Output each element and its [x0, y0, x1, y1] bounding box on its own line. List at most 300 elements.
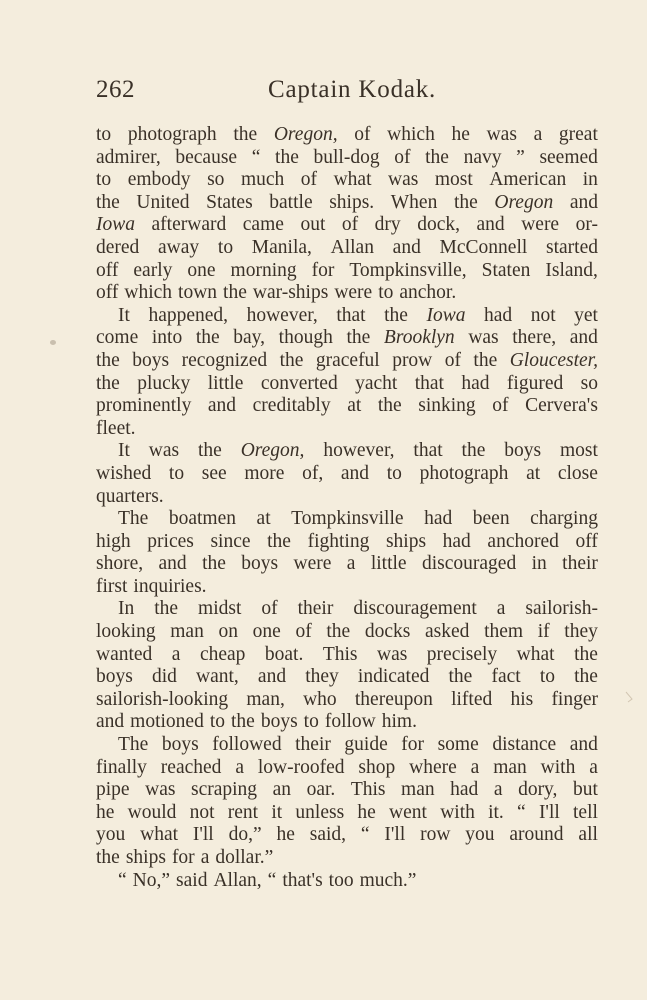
- word: off: [575, 530, 598, 552]
- word: he: [357, 801, 376, 823]
- text-line: [96, 440, 598, 463]
- text-line: [96, 418, 598, 441]
- word: I'll: [384, 824, 406, 846]
- text-line: [96, 463, 598, 486]
- word: off: [96, 282, 119, 304]
- word: “: [251, 146, 261, 168]
- word: dollar.”: [215, 847, 274, 868]
- italic-word: Oregon: [494, 191, 554, 213]
- italic-word: Iowa: [426, 304, 466, 326]
- text-line: [96, 508, 598, 531]
- word: to: [217, 236, 234, 258]
- word: was: [486, 124, 517, 145]
- word: a: [533, 124, 543, 145]
- word: said: [176, 869, 208, 891]
- word: to: [209, 711, 225, 733]
- word: he: [96, 801, 115, 823]
- word: a: [493, 779, 503, 801]
- word: converted: [260, 372, 338, 394]
- word: want,: [196, 666, 239, 688]
- text-line: [96, 169, 598, 192]
- text-line: [96, 621, 598, 644]
- word: indicated: [357, 666, 430, 688]
- word: and: [392, 236, 421, 258]
- text-line: [96, 689, 598, 712]
- word: When: [390, 191, 438, 213]
- word: boys: [161, 734, 199, 756]
- italic-word: Oregon,: [240, 440, 305, 462]
- word: the: [346, 327, 371, 349]
- word: “: [118, 869, 127, 891]
- text-line: [96, 305, 598, 328]
- word: been: [472, 508, 510, 530]
- word: sinking: [418, 395, 476, 417]
- word: man: [170, 621, 204, 643]
- word: follow: [324, 711, 376, 733]
- word: what: [333, 169, 372, 191]
- word: midst: [198, 598, 242, 620]
- italic-word: Gloucester,: [509, 349, 598, 371]
- word: so: [207, 169, 225, 191]
- text-line: [96, 214, 598, 237]
- word: United: [136, 191, 190, 213]
- word: I'll: [192, 824, 214, 846]
- word: was: [468, 327, 499, 349]
- word: the: [96, 349, 120, 371]
- word: there,: [512, 327, 557, 349]
- word: discouragement: [353, 598, 477, 620]
- word: Tompkinsville,: [349, 259, 467, 281]
- word: and: [569, 734, 598, 756]
- word: and: [257, 666, 287, 688]
- word: seemed: [539, 146, 598, 168]
- word: his: [510, 688, 534, 710]
- word: much.”: [359, 869, 417, 891]
- page-header: [96, 76, 598, 110]
- word: around: [509, 824, 564, 846]
- text-line: [96, 553, 598, 576]
- word: at: [526, 462, 541, 484]
- word: of: [341, 214, 359, 236]
- word: bay,: [233, 327, 266, 349]
- word: reached: [160, 756, 222, 778]
- word: Island,: [545, 259, 598, 281]
- word: prominently: [96, 395, 192, 417]
- text-line: [96, 644, 598, 667]
- word: guide: [344, 734, 388, 756]
- word: they: [564, 621, 598, 643]
- word: their: [297, 598, 334, 620]
- word: came: [242, 214, 284, 236]
- word: which: [387, 124, 435, 145]
- word: sailorish-looking: [96, 688, 229, 710]
- word: cheap: [199, 643, 246, 665]
- word: This: [350, 779, 386, 801]
- text-line: [96, 327, 598, 350]
- word: and: [569, 327, 598, 349]
- word: was: [388, 169, 419, 191]
- word: of: [261, 598, 278, 620]
- word: in: [531, 553, 547, 575]
- text-line: [96, 373, 598, 396]
- word: unless: [295, 801, 345, 823]
- word: scraping: [191, 779, 258, 801]
- word: or-: [575, 214, 598, 236]
- word: low-roofed: [257, 756, 345, 778]
- text-line: [96, 734, 598, 757]
- text-line: [96, 711, 598, 734]
- word: of: [492, 395, 509, 417]
- word: man: [401, 779, 435, 801]
- word: happened,: [148, 304, 229, 326]
- word: the: [267, 530, 291, 552]
- word: and: [569, 191, 598, 213]
- word: what: [140, 824, 179, 846]
- word: a: [200, 847, 210, 868]
- word: and: [340, 462, 370, 484]
- word: you: [96, 824, 126, 846]
- word: that's: [282, 869, 323, 891]
- word: had: [442, 530, 471, 552]
- word: man,: [246, 688, 285, 710]
- word: It: [118, 440, 130, 462]
- word: but: [572, 779, 598, 801]
- word: fact: [491, 666, 521, 688]
- word: started: [546, 236, 598, 258]
- word: prices: [147, 530, 194, 552]
- word: at: [347, 395, 362, 417]
- word: because: [175, 146, 238, 168]
- word: little: [370, 553, 407, 575]
- text-line: [96, 350, 598, 373]
- word: It: [118, 304, 130, 326]
- word: asked: [425, 621, 470, 643]
- word: much: [240, 169, 285, 191]
- word: not: [189, 801, 215, 823]
- word: had: [484, 304, 513, 326]
- word: would: [127, 801, 177, 823]
- word: boys: [504, 440, 542, 462]
- word: he: [276, 824, 295, 846]
- word: admirer,: [96, 146, 161, 168]
- word: and: [158, 553, 187, 575]
- word: come: [96, 327, 139, 349]
- word: anchored: [487, 530, 559, 552]
- word: the: [231, 711, 255, 733]
- word: Tompkinsville: [291, 508, 404, 530]
- word: though: [278, 327, 333, 349]
- text-line: [96, 802, 598, 825]
- word: sailorish-: [525, 598, 598, 620]
- word: the: [461, 440, 486, 462]
- word: bull-dog: [313, 146, 380, 168]
- word: lifted: [451, 688, 493, 710]
- word: shore,: [96, 553, 144, 575]
- word: which: [124, 282, 173, 304]
- word: looking: [96, 621, 156, 643]
- word: In: [118, 598, 135, 620]
- word: quarters.: [96, 485, 164, 507]
- word: to: [96, 124, 112, 145]
- word: in: [582, 169, 598, 191]
- word: boat.: [264, 643, 304, 665]
- word: see: [201, 462, 227, 484]
- word: on: [218, 621, 238, 643]
- word: too: [328, 869, 354, 891]
- word: an: [272, 779, 292, 801]
- word: the: [233, 124, 258, 145]
- word: it.: [488, 801, 504, 823]
- word: dory,: [518, 779, 558, 801]
- word: was: [148, 440, 180, 462]
- word: at: [256, 508, 271, 530]
- word: had: [424, 508, 453, 530]
- word: their: [562, 553, 598, 575]
- text-line: [96, 757, 598, 780]
- word: most: [559, 440, 598, 462]
- word: it: [271, 801, 283, 823]
- word: the: [453, 191, 478, 213]
- word: into: [151, 327, 183, 349]
- word: figured: [506, 372, 564, 394]
- word: what: [516, 643, 555, 665]
- paper-smudge: [50, 340, 56, 345]
- word: yet: [574, 304, 598, 326]
- word: pipe: [96, 779, 130, 801]
- word: boys: [260, 711, 298, 733]
- word: a: [235, 756, 244, 778]
- word: McConnell: [439, 236, 528, 258]
- word: The: [118, 508, 149, 530]
- word: “: [517, 801, 526, 823]
- word: a: [496, 598, 506, 620]
- word: not: [530, 304, 556, 326]
- word: graceful: [315, 349, 380, 371]
- word: and: [207, 395, 237, 417]
- word: all: [578, 824, 598, 846]
- word: for: [171, 847, 195, 868]
- word: the: [154, 598, 179, 620]
- word: The: [118, 734, 149, 756]
- word: so: [580, 372, 598, 394]
- word: where: [409, 756, 457, 778]
- italic-word: Iowa: [96, 214, 135, 236]
- word: the: [223, 282, 247, 304]
- word: a: [470, 756, 480, 778]
- word: “: [267, 869, 277, 891]
- text-line: [96, 824, 598, 847]
- word: the: [473, 349, 498, 371]
- word: “: [360, 824, 370, 846]
- word: war-ships: [252, 282, 329, 304]
- word: Allan,: [213, 869, 262, 891]
- word: oar.: [306, 779, 336, 801]
- text-line: [96, 598, 598, 621]
- word: to: [386, 462, 402, 484]
- word: early: [133, 259, 173, 281]
- word: photograph: [127, 124, 217, 145]
- word: inquiries.: [133, 575, 207, 597]
- word: Manila,: [251, 236, 312, 258]
- word: creditably: [252, 395, 331, 417]
- word: were: [293, 553, 332, 575]
- word: first: [96, 575, 128, 597]
- word: did: [151, 666, 177, 688]
- word: had: [450, 779, 479, 801]
- word: the: [275, 146, 299, 168]
- word: you: [465, 824, 495, 846]
- word: little: [207, 372, 244, 394]
- word: to: [378, 282, 394, 304]
- word: great: [558, 124, 598, 145]
- word: ships: [125, 847, 166, 868]
- word: the: [574, 666, 598, 688]
- word: were: [334, 282, 373, 304]
- word: I'll: [538, 801, 560, 823]
- word: they: [305, 666, 339, 688]
- word: afterward: [151, 214, 227, 236]
- word: the: [425, 146, 449, 168]
- text-line: [96, 870, 598, 893]
- italic-word: Oregon,: [273, 124, 338, 145]
- word: man: [493, 756, 527, 778]
- running-title: Captain Kodak.: [268, 76, 437, 103]
- word: since: [210, 530, 251, 552]
- word: of,: [302, 462, 324, 484]
- word: No,”: [132, 869, 171, 891]
- word: for: [401, 734, 425, 756]
- word: off: [96, 259, 119, 281]
- text-line: [96, 260, 598, 283]
- text-line: [96, 192, 598, 215]
- word: with: [440, 801, 475, 823]
- word: navy: [463, 146, 502, 168]
- word: charging: [530, 508, 598, 530]
- word: if: [537, 621, 550, 643]
- word: a: [171, 643, 181, 665]
- word: high: [96, 530, 131, 552]
- word: fleet.: [96, 417, 136, 439]
- word: the: [448, 666, 473, 688]
- word: close: [557, 462, 598, 484]
- word: was: [376, 643, 408, 665]
- word: dered: [96, 236, 140, 258]
- word: however,: [323, 440, 395, 462]
- word: had: [461, 372, 490, 394]
- text-line: [96, 147, 598, 170]
- word: Staten: [481, 259, 531, 281]
- word: that: [413, 440, 443, 462]
- word: he: [451, 124, 470, 145]
- text-line: [96, 486, 598, 509]
- word: with: [540, 756, 576, 778]
- word: however,: [246, 304, 318, 326]
- text-line: [96, 124, 598, 147]
- word: was: [145, 779, 176, 801]
- word: shop: [358, 756, 396, 778]
- word: distance: [492, 734, 557, 756]
- word: followed: [212, 734, 282, 756]
- text-line: [96, 847, 598, 870]
- word: tell: [573, 801, 598, 823]
- text-line: [96, 531, 598, 554]
- word: to: [539, 666, 555, 688]
- word: a: [346, 553, 356, 575]
- word: one: [252, 621, 281, 643]
- text-line: [96, 282, 598, 305]
- word: to: [303, 711, 319, 733]
- word: ”: [516, 146, 525, 168]
- word: morning: [230, 259, 297, 281]
- word: of: [354, 124, 371, 145]
- word: that: [414, 372, 444, 394]
- word: boys: [96, 666, 133, 688]
- word: ships: [385, 530, 427, 552]
- word: row: [420, 824, 451, 846]
- word: of: [444, 349, 461, 371]
- word: their: [295, 734, 331, 756]
- word: and: [476, 214, 505, 236]
- word: away: [158, 236, 200, 258]
- word: yacht: [355, 372, 398, 394]
- margin-pencil-mark: [624, 690, 636, 704]
- word: the: [96, 372, 120, 394]
- word: finally: [96, 756, 147, 778]
- word: to: [168, 462, 185, 484]
- word: who: [303, 688, 337, 710]
- word: States: [206, 191, 253, 213]
- word: recognized: [181, 349, 268, 371]
- word: photograph: [419, 462, 509, 484]
- word: town: [178, 282, 218, 304]
- word: most: [434, 169, 473, 191]
- italic-word: Brooklyn: [383, 327, 455, 349]
- word: the: [96, 847, 120, 868]
- word: fighting: [307, 530, 370, 552]
- page-number: 262: [96, 76, 135, 103]
- word: precisely: [426, 643, 498, 665]
- word: said,: [309, 824, 347, 846]
- word: of: [394, 146, 411, 168]
- word: dry: [374, 214, 401, 236]
- word: them: [484, 621, 524, 643]
- word: of: [300, 169, 318, 191]
- word: the: [384, 304, 408, 326]
- word: the: [198, 440, 222, 462]
- word: wanted: [96, 643, 153, 665]
- word: Cervera's: [525, 395, 598, 417]
- word: boatmen: [168, 508, 237, 530]
- word: thereupon: [354, 688, 433, 710]
- word: some: [437, 734, 479, 756]
- word: out: [300, 214, 326, 236]
- word: ships.: [329, 191, 375, 213]
- word: that: [336, 304, 366, 326]
- word: battle: [269, 191, 313, 213]
- text-line: [96, 576, 598, 599]
- word: anchor.: [399, 282, 457, 304]
- word: This: [322, 643, 358, 665]
- word: wished: [96, 462, 152, 484]
- text-line: [96, 666, 598, 689]
- word: do,”: [228, 824, 262, 846]
- word: plucky: [137, 372, 191, 394]
- text-line: [96, 779, 598, 802]
- word: the: [279, 349, 304, 371]
- word: the: [96, 191, 120, 213]
- word: him.: [381, 711, 417, 733]
- word: to: [96, 169, 112, 191]
